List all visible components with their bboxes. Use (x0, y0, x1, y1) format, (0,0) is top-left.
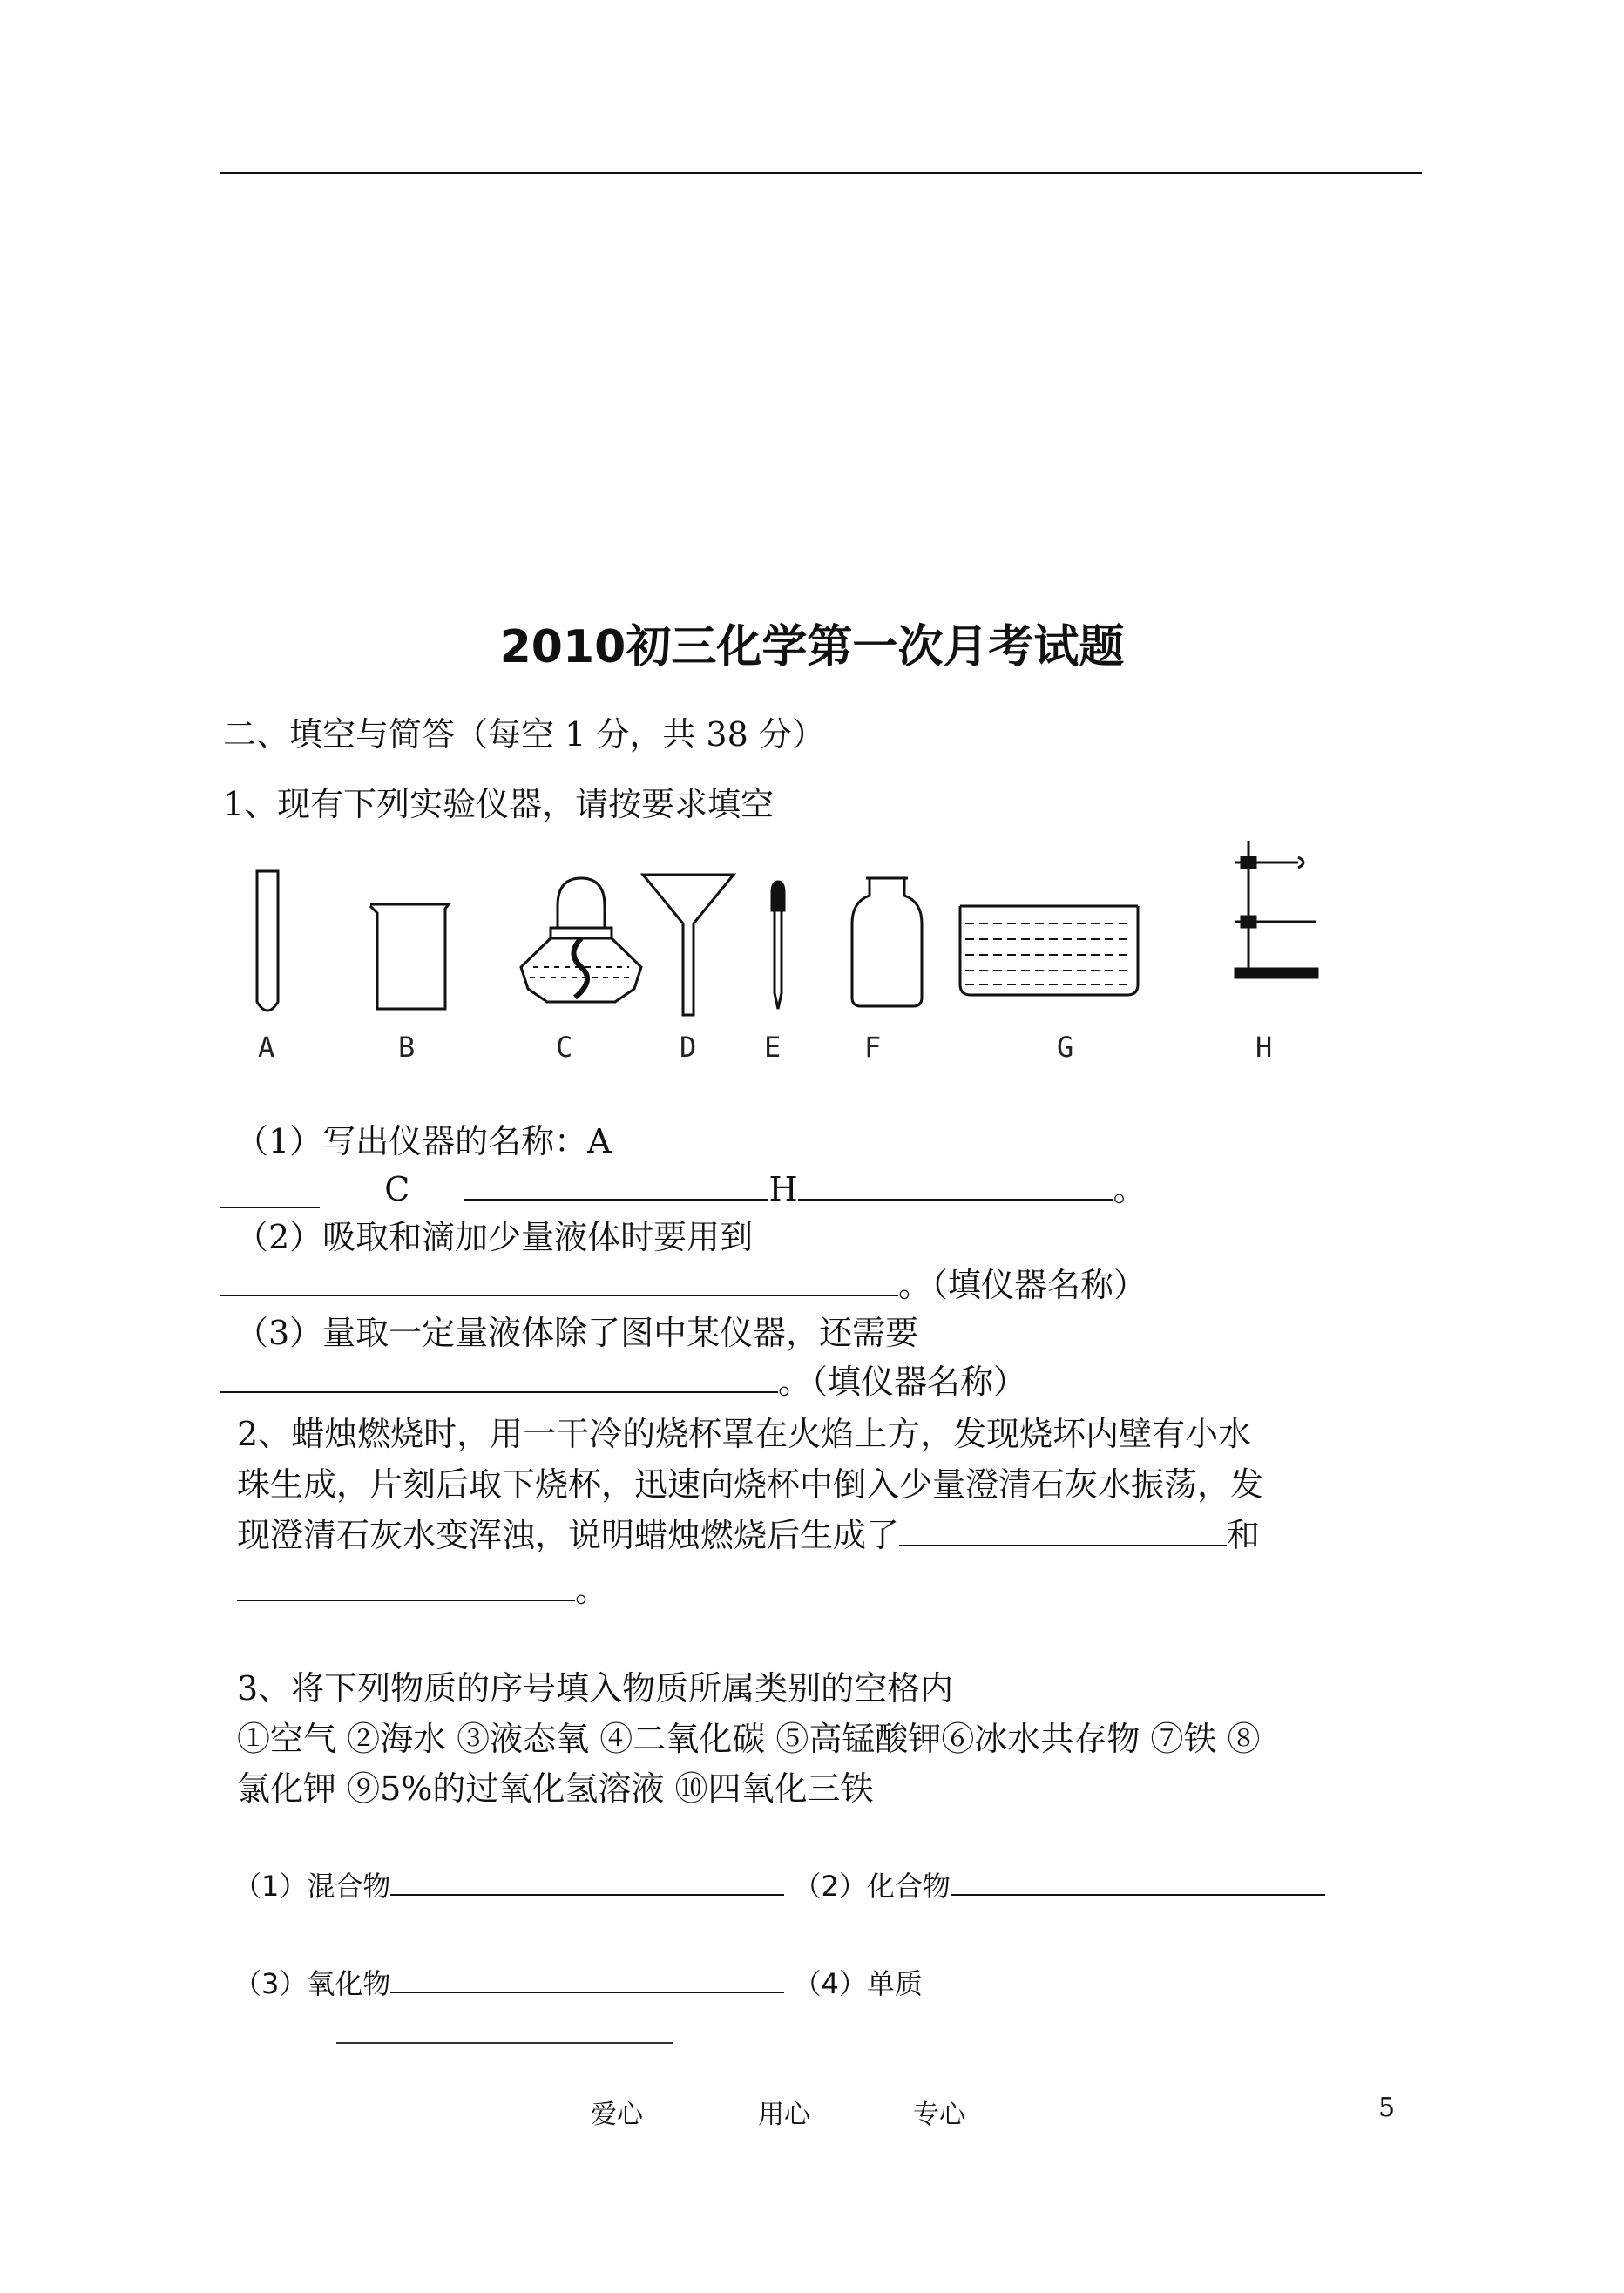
dropper-icon (772, 882, 784, 1009)
q1-sub3-line2 (220, 1362, 1026, 1402)
q3-stem: 3、将下列物质的序号填入物质所属类别的空格内 (237, 1669, 954, 1708)
q1-sub1: （1）写出仪器的名称：A (235, 1122, 612, 1160)
page-number: 5 (1378, 2093, 1396, 2123)
alcohol-lamp-icon (521, 878, 641, 1002)
q2-line3 (237, 1515, 1260, 1555)
beaker-icon (370, 904, 449, 1009)
funnel-icon (643, 875, 734, 1015)
q3-cat-row1 (233, 1864, 1325, 1906)
q1-sub2-line2 (220, 1265, 1147, 1305)
blank-q2-1[interactable] (899, 1515, 1227, 1546)
q2-end: 。 (575, 1571, 609, 1609)
blank-c[interactable] (464, 1169, 768, 1201)
cat-element: （4）单质 (793, 1967, 923, 2000)
iron-stand-icon (1235, 841, 1317, 977)
label-C: C (556, 1031, 573, 1064)
sub2-end: 。（填仪器名称） (898, 1266, 1147, 1304)
q3-items-line1: ①空气 ②海水 ③液态氧 ④二氧化碳 ⑤高锰酸钾⑥冰水共存物 ⑦铁 ⑧ (237, 1720, 1261, 1758)
water-trough-icon (960, 906, 1138, 995)
q2-line2: 珠生成，片刻后取下烧杯，迅速向烧杯中倒入少量澄清石灰水振荡，发 (237, 1465, 1264, 1504)
q2-line4 (237, 1570, 608, 1610)
q1-stem: 1、现有下列实验仪器，请按要求填空 (223, 785, 775, 823)
q2-and: 和 (1227, 1516, 1261, 1554)
sub1-end: 。 (1113, 1170, 1147, 1208)
label-A: A (258, 1031, 275, 1064)
blank-q2-2[interactable] (237, 1570, 575, 1601)
q3-items-line2: 氯化钾 ⑨5%的过氧化氢溶液 ⑩四氧化三铁 (237, 1769, 874, 1808)
blank-sub2[interactable] (220, 1265, 898, 1296)
footer-word-2: 用心 (758, 2100, 810, 2130)
label-B: B (398, 1031, 416, 1064)
test-tube-icon (257, 871, 278, 1011)
blank-a[interactable]: ______ (220, 1170, 320, 1208)
apparatus-figure (0, 0, 1624, 1098)
blank-sub3[interactable] (220, 1362, 778, 1393)
blank-mixture[interactable] (390, 1864, 784, 1896)
label-H: H (1255, 1031, 1273, 1064)
page-title: 2010初三化学第一次月考试题 (499, 621, 1125, 673)
label-h-text: H (768, 1170, 798, 1208)
cat-compound: （2）化合物 (793, 1870, 951, 1903)
footer-word-1: 爱心 (591, 2100, 643, 2130)
label-E: E (764, 1031, 782, 1064)
q3-cat-row2 (233, 1962, 923, 2004)
q2-line1: 2、蜡烛燃烧时，用一干冷的烧杯罩在火焰上方，发现烧坏内壁有小水 (237, 1415, 1252, 1453)
q1-sub2: （2）吸取和滴加少量液体时要用到 (235, 1218, 754, 1256)
label-c-text: C (384, 1170, 410, 1208)
footer-word-3: 专心 (913, 2100, 965, 2130)
cat-oxide: （3）氧化物 (233, 1967, 391, 2000)
label-D: D (680, 1031, 697, 1064)
sub3-end: 。（填仪器名称） (778, 1363, 1027, 1401)
q2-line3-text: 现澄清石灰水变浑浊，说明蜡烛燃烧后生成了 (237, 1516, 900, 1554)
blank-compound[interactable] (951, 1864, 1325, 1896)
blank-element[interactable] (336, 2042, 673, 2044)
blank-oxide[interactable] (390, 1962, 784, 1993)
section-heading: 二、填空与简答（每空 1 分，共 38 分） (223, 715, 825, 754)
bottle-icon (852, 878, 922, 1006)
q1-sub1-line2 (220, 1169, 1147, 1209)
label-G: G (1057, 1031, 1074, 1064)
cat-mixture: （1）混合物 (233, 1870, 391, 1903)
q1-sub3: （3）量取一定量液体除了图中某仪器，还需要 (235, 1314, 919, 1352)
blank-h[interactable] (798, 1169, 1113, 1201)
label-F: F (864, 1031, 882, 1064)
